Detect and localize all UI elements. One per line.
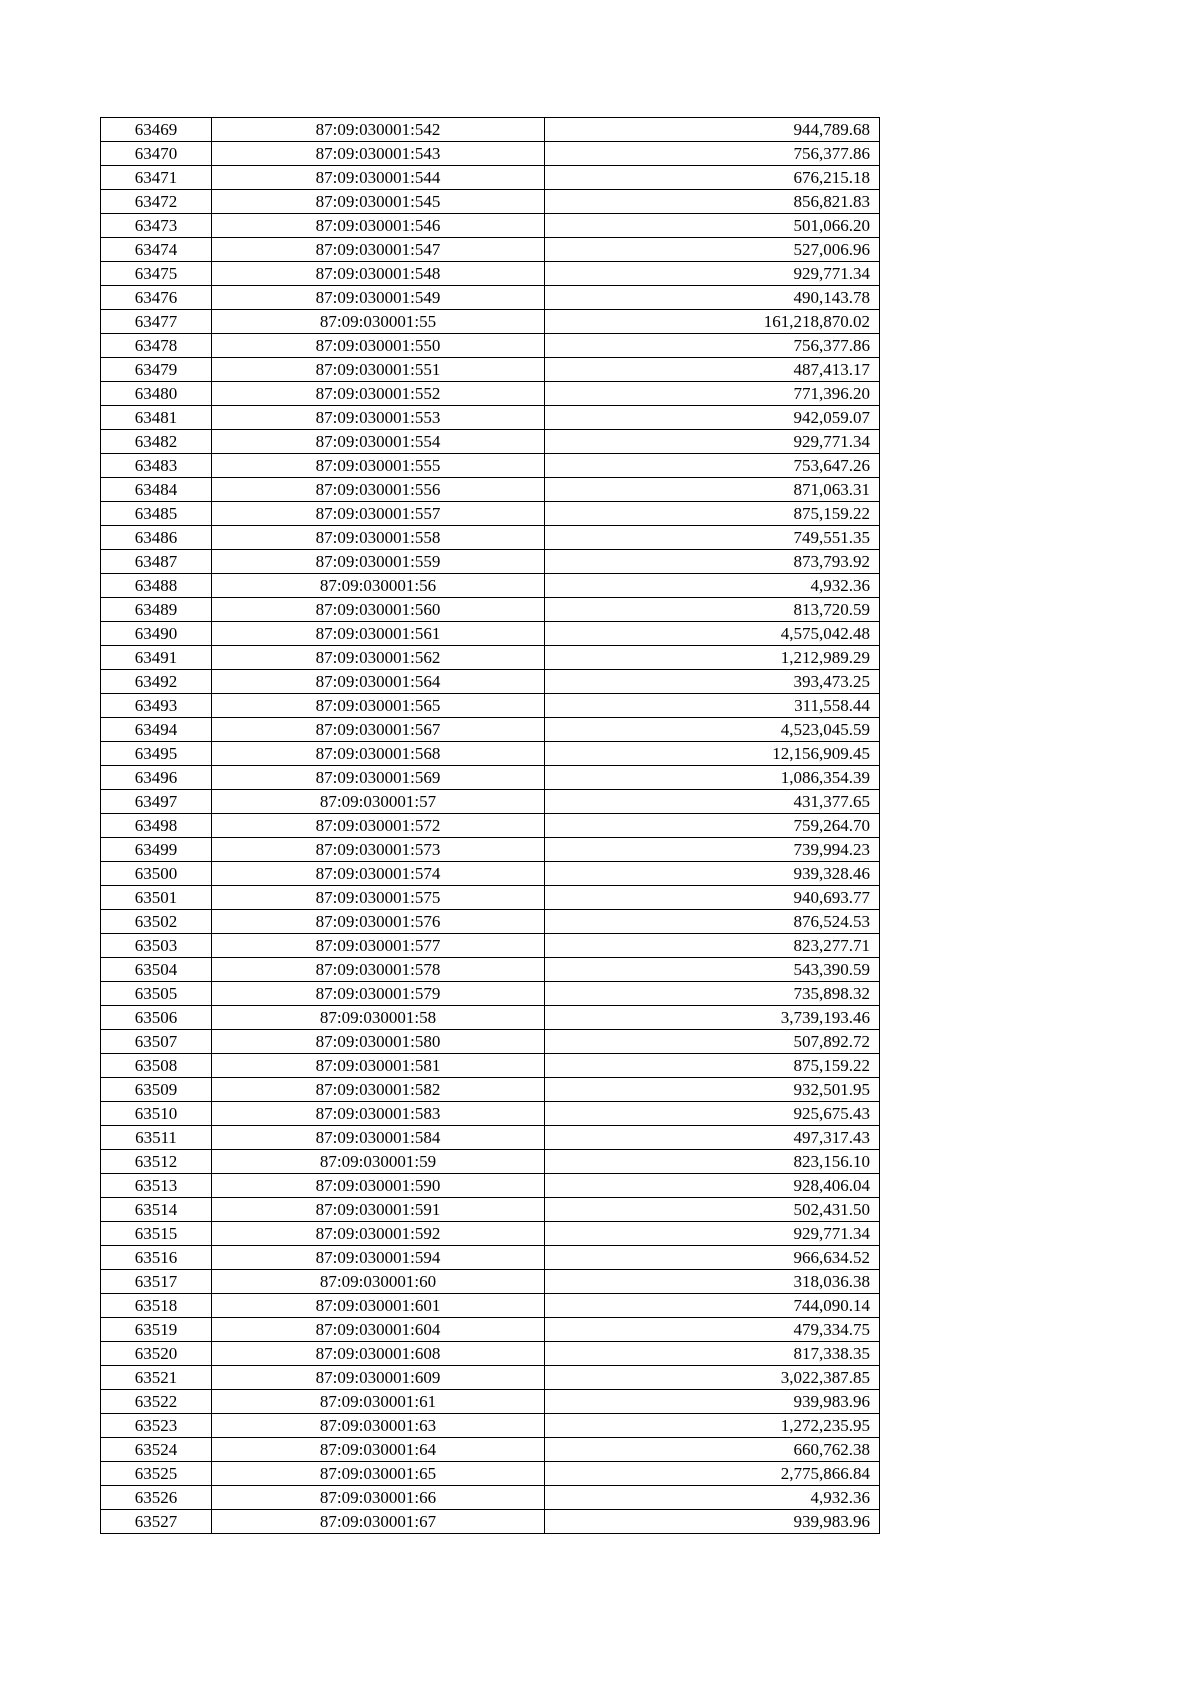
cadastral-number-cell: 87:09:030001:584 (212, 1126, 545, 1150)
cadastral-value-cell: 4,932.36 (545, 574, 880, 598)
table-row (101, 622, 880, 646)
table-row (101, 718, 880, 742)
cadastral-value-cell: 876,524.53 (545, 910, 880, 934)
cadastral-value-cell: 759,264.70 (545, 814, 880, 838)
table-row (101, 1246, 880, 1270)
table-body (101, 118, 880, 1534)
table-row (101, 598, 880, 622)
row-number-cell: 63503 (101, 934, 212, 958)
cadastral-number-cell: 87:09:030001:590 (212, 1174, 545, 1198)
table-row (101, 1174, 880, 1198)
row-number-cell: 63501 (101, 886, 212, 910)
row-number-cell: 63471 (101, 166, 212, 190)
table-row (101, 958, 880, 982)
table-row (101, 1006, 880, 1030)
table-row (101, 142, 880, 166)
cadastral-number-cell: 87:09:030001:608 (212, 1342, 545, 1366)
row-number-cell: 63513 (101, 1174, 212, 1198)
row-number-cell: 63525 (101, 1462, 212, 1486)
table-row (101, 790, 880, 814)
cadastral-number-cell: 87:09:030001:552 (212, 382, 545, 406)
cadastral-value-cell: 925,675.43 (545, 1102, 880, 1126)
row-number-cell: 63526 (101, 1486, 212, 1510)
cadastral-value-cell: 660,762.38 (545, 1438, 880, 1462)
table-row (101, 1390, 880, 1414)
cadastral-number-cell: 87:09:030001:67 (212, 1510, 545, 1534)
table-row (101, 382, 880, 406)
row-number-cell: 63514 (101, 1198, 212, 1222)
cadastral-number-cell: 87:09:030001:578 (212, 958, 545, 982)
row-number-cell: 63502 (101, 910, 212, 934)
row-number-cell: 63510 (101, 1102, 212, 1126)
cadastral-number-cell: 87:09:030001:561 (212, 622, 545, 646)
cadastral-value-cell: 497,317.43 (545, 1126, 880, 1150)
table-row (101, 166, 880, 190)
row-number-cell: 63506 (101, 1006, 212, 1030)
cadastral-value-cell: 873,793.92 (545, 550, 880, 574)
row-number-cell: 63516 (101, 1246, 212, 1270)
row-number-cell: 63478 (101, 334, 212, 358)
cadastral-value-cell: 3,022,387.85 (545, 1366, 880, 1390)
row-number-cell: 63512 (101, 1150, 212, 1174)
cadastral-number-cell: 87:09:030001:574 (212, 862, 545, 886)
cadastral-number-cell: 87:09:030001:582 (212, 1078, 545, 1102)
cadastral-number-cell: 87:09:030001:609 (212, 1366, 545, 1390)
cadastral-number-cell: 87:09:030001:604 (212, 1318, 545, 1342)
cadastral-number-cell: 87:09:030001:549 (212, 286, 545, 310)
table-row (101, 1486, 880, 1510)
cadastral-number-cell: 87:09:030001:575 (212, 886, 545, 910)
table-row (101, 1126, 880, 1150)
row-number-cell: 63472 (101, 190, 212, 214)
cadastral-value-cell: 479,334.75 (545, 1318, 880, 1342)
table-row (101, 1030, 880, 1054)
cadastral-value-cell: 161,218,870.02 (545, 310, 880, 334)
cadastral-number-cell: 87:09:030001:558 (212, 526, 545, 550)
row-number-cell: 63480 (101, 382, 212, 406)
row-number-cell: 63469 (101, 118, 212, 142)
cadastral-number-cell: 87:09:030001:65 (212, 1462, 545, 1486)
cadastral-number-cell: 87:09:030001:583 (212, 1102, 545, 1126)
cadastral-value-cell: 942,059.07 (545, 406, 880, 430)
cadastral-number-cell: 87:09:030001:57 (212, 790, 545, 814)
cadastral-value-cell: 543,390.59 (545, 958, 880, 982)
cadastral-number-cell: 87:09:030001:577 (212, 934, 545, 958)
cadastral-number-cell: 87:09:030001:55 (212, 310, 545, 334)
cadastral-number-cell: 87:09:030001:592 (212, 1222, 545, 1246)
table-row (101, 1318, 880, 1342)
row-number-cell: 63511 (101, 1126, 212, 1150)
cadastral-value-cell: 939,328.46 (545, 862, 880, 886)
cadastral-value-cell: 944,789.68 (545, 118, 880, 142)
row-number-cell: 63487 (101, 550, 212, 574)
cadastral-value-cell: 756,377.86 (545, 334, 880, 358)
table-row (101, 478, 880, 502)
table-row (101, 766, 880, 790)
cadastral-value-cell: 823,277.71 (545, 934, 880, 958)
table-row (101, 502, 880, 526)
table-row (101, 1510, 880, 1534)
row-number-cell: 63491 (101, 646, 212, 670)
cadastral-number-cell: 87:09:030001:594 (212, 1246, 545, 1270)
cadastral-value-cell: 856,821.83 (545, 190, 880, 214)
cadastral-number-cell: 87:09:030001:547 (212, 238, 545, 262)
row-number-cell: 63508 (101, 1054, 212, 1078)
row-number-cell: 63474 (101, 238, 212, 262)
cadastral-number-cell: 87:09:030001:548 (212, 262, 545, 286)
cadastral-number-cell: 87:09:030001:553 (212, 406, 545, 430)
table-row (101, 358, 880, 382)
table-row (101, 1198, 880, 1222)
table-row (101, 934, 880, 958)
table-row (101, 1342, 880, 1366)
cadastral-number-cell: 87:09:030001:63 (212, 1414, 545, 1438)
cadastral-value-cell: 431,377.65 (545, 790, 880, 814)
table-row (101, 286, 880, 310)
cadastral-number-cell: 87:09:030001:554 (212, 430, 545, 454)
cadastral-value-cell: 929,771.34 (545, 430, 880, 454)
table-row (101, 118, 880, 142)
cadastral-number-cell: 87:09:030001:56 (212, 574, 545, 598)
row-number-cell: 63492 (101, 670, 212, 694)
cadastral-value-cell: 501,066.20 (545, 214, 880, 238)
row-number-cell: 63473 (101, 214, 212, 238)
cadastral-value-cell: 966,634.52 (545, 1246, 880, 1270)
cadastral-value-cell: 753,647.26 (545, 454, 880, 478)
row-number-cell: 63507 (101, 1030, 212, 1054)
cadastral-number-cell: 87:09:030001:601 (212, 1294, 545, 1318)
document-page (100, 117, 880, 1534)
table-row (101, 454, 880, 478)
cadastral-value-cell: 771,396.20 (545, 382, 880, 406)
cadastral-value-cell: 1,086,354.39 (545, 766, 880, 790)
row-number-cell: 63490 (101, 622, 212, 646)
table-row (101, 1054, 880, 1078)
cadastral-number-cell: 87:09:030001:559 (212, 550, 545, 574)
cadastral-value-cell: 1,272,235.95 (545, 1414, 880, 1438)
cadastral-number-cell: 87:09:030001:581 (212, 1054, 545, 1078)
table-row (101, 1366, 880, 1390)
cadastral-value-cell: 929,771.34 (545, 262, 880, 286)
cadastral-value-cell: 928,406.04 (545, 1174, 880, 1198)
row-number-cell: 63496 (101, 766, 212, 790)
cadastral-value-cell: 527,006.96 (545, 238, 880, 262)
table-row (101, 838, 880, 862)
cadastral-number-cell: 87:09:030001:557 (212, 502, 545, 526)
cadastral-number-cell: 87:09:030001:58 (212, 1006, 545, 1030)
cadastral-value-cell: 502,431.50 (545, 1198, 880, 1222)
table-row (101, 214, 880, 238)
row-number-cell: 63488 (101, 574, 212, 598)
cadastral-value-cell: 490,143.78 (545, 286, 880, 310)
row-number-cell: 63485 (101, 502, 212, 526)
cadastral-value-cell: 749,551.35 (545, 526, 880, 550)
table-row (101, 406, 880, 430)
cadastral-number-cell: 87:09:030001:567 (212, 718, 545, 742)
row-number-cell: 63476 (101, 286, 212, 310)
cadastral-value-cell: 3,739,193.46 (545, 1006, 880, 1030)
cadastral-number-cell: 87:09:030001:568 (212, 742, 545, 766)
cadastral-value-cell: 393,473.25 (545, 670, 880, 694)
cadastral-number-cell: 87:09:030001:64 (212, 1438, 545, 1462)
cadastral-value-cell: 871,063.31 (545, 478, 880, 502)
row-number-cell: 63515 (101, 1222, 212, 1246)
row-number-cell: 63505 (101, 982, 212, 1006)
cadastral-number-cell: 87:09:030001:573 (212, 838, 545, 862)
table-row (101, 574, 880, 598)
cadastral-number-cell: 87:09:030001:543 (212, 142, 545, 166)
cadastral-value-cell: 744,090.14 (545, 1294, 880, 1318)
table-row (101, 430, 880, 454)
cadastral-value-cell: 823,156.10 (545, 1150, 880, 1174)
table-row (101, 190, 880, 214)
cadastral-value-cell: 318,036.38 (545, 1270, 880, 1294)
table-row (101, 1270, 880, 1294)
row-number-cell: 63495 (101, 742, 212, 766)
table-row (101, 1078, 880, 1102)
row-number-cell: 63475 (101, 262, 212, 286)
row-number-cell: 63486 (101, 526, 212, 550)
table-row (101, 238, 880, 262)
table-row (101, 694, 880, 718)
cadastral-number-cell: 87:09:030001:569 (212, 766, 545, 790)
row-number-cell: 63477 (101, 310, 212, 334)
row-number-cell: 63479 (101, 358, 212, 382)
cadastral-number-cell: 87:09:030001:544 (212, 166, 545, 190)
row-number-cell: 63524 (101, 1438, 212, 1462)
table-row (101, 982, 880, 1006)
row-number-cell: 63483 (101, 454, 212, 478)
table-row (101, 1150, 880, 1174)
cadastral-value-cell: 939,983.96 (545, 1510, 880, 1534)
row-number-cell: 63498 (101, 814, 212, 838)
cadastral-number-cell: 87:09:030001:66 (212, 1486, 545, 1510)
cadastral-value-cell: 735,898.32 (545, 982, 880, 1006)
cadastral-value-cell: 940,693.77 (545, 886, 880, 910)
table-row (101, 310, 880, 334)
row-number-cell: 63517 (101, 1270, 212, 1294)
cadastral-value-cell: 487,413.17 (545, 358, 880, 382)
cadastral-value-cell: 817,338.35 (545, 1342, 880, 1366)
cadastral-number-cell: 87:09:030001:556 (212, 478, 545, 502)
table-row (101, 550, 880, 574)
row-number-cell: 63521 (101, 1366, 212, 1390)
cadastral-value-cell: 939,983.96 (545, 1390, 880, 1414)
cadastral-value-cell: 932,501.95 (545, 1078, 880, 1102)
cadastral-value-cell: 813,720.59 (545, 598, 880, 622)
cadastral-number-cell: 87:09:030001:545 (212, 190, 545, 214)
cadastral-value-cell: 12,156,909.45 (545, 742, 880, 766)
cadastral-value-cell: 875,159.22 (545, 1054, 880, 1078)
row-number-cell: 63527 (101, 1510, 212, 1534)
cadastral-value-cell: 507,892.72 (545, 1030, 880, 1054)
row-number-cell: 63509 (101, 1078, 212, 1102)
cadastral-number-cell: 87:09:030001:61 (212, 1390, 545, 1414)
cadastral-number-cell: 87:09:030001:560 (212, 598, 545, 622)
cadastral-value-cell: 1,212,989.29 (545, 646, 880, 670)
cadastral-number-cell: 87:09:030001:542 (212, 118, 545, 142)
row-number-cell: 63497 (101, 790, 212, 814)
cadastral-number-cell: 87:09:030001:576 (212, 910, 545, 934)
row-number-cell: 63520 (101, 1342, 212, 1366)
row-number-cell: 63494 (101, 718, 212, 742)
cadastral-value-cell: 4,523,045.59 (545, 718, 880, 742)
row-number-cell: 63470 (101, 142, 212, 166)
row-number-cell: 63518 (101, 1294, 212, 1318)
cadastral-number-cell: 87:09:030001:591 (212, 1198, 545, 1222)
table-row (101, 1222, 880, 1246)
cadastral-number-cell: 87:09:030001:564 (212, 670, 545, 694)
table-row (101, 814, 880, 838)
row-number-cell: 63493 (101, 694, 212, 718)
table-row (101, 862, 880, 886)
cadastral-number-cell: 87:09:030001:59 (212, 1150, 545, 1174)
cadastral-number-cell: 87:09:030001:551 (212, 358, 545, 382)
cadastral-number-cell: 87:09:030001:565 (212, 694, 545, 718)
table-row (101, 1294, 880, 1318)
row-number-cell: 63519 (101, 1318, 212, 1342)
cadastral-value-cell: 756,377.86 (545, 142, 880, 166)
row-number-cell: 63481 (101, 406, 212, 430)
row-number-cell: 63499 (101, 838, 212, 862)
table-row (101, 886, 880, 910)
cadastral-value-cell: 739,994.23 (545, 838, 880, 862)
table-row (101, 1102, 880, 1126)
cadastral-value-cell: 875,159.22 (545, 502, 880, 526)
cadastral-number-cell: 87:09:030001:60 (212, 1270, 545, 1294)
cadastral-number-cell: 87:09:030001:580 (212, 1030, 545, 1054)
cadastral-value-cell: 4,932.36 (545, 1486, 880, 1510)
row-number-cell: 63489 (101, 598, 212, 622)
cadastral-number-cell: 87:09:030001:550 (212, 334, 545, 358)
row-number-cell: 63500 (101, 862, 212, 886)
table-row (101, 262, 880, 286)
table-row (101, 670, 880, 694)
table-row (101, 1462, 880, 1486)
cadastral-number-cell: 87:09:030001:555 (212, 454, 545, 478)
cadastral-number-cell: 87:09:030001:546 (212, 214, 545, 238)
cadastral-number-cell: 87:09:030001:562 (212, 646, 545, 670)
row-number-cell: 63522 (101, 1390, 212, 1414)
table-row (101, 910, 880, 934)
cadastral-number-cell: 87:09:030001:579 (212, 982, 545, 1006)
table-row (101, 526, 880, 550)
cadastral-value-table (100, 117, 880, 1534)
row-number-cell: 63523 (101, 1414, 212, 1438)
row-number-cell: 63484 (101, 478, 212, 502)
cadastral-value-cell: 2,775,866.84 (545, 1462, 880, 1486)
table-row (101, 646, 880, 670)
row-number-cell: 63482 (101, 430, 212, 454)
row-number-cell: 63504 (101, 958, 212, 982)
table-row (101, 742, 880, 766)
table-row (101, 1438, 880, 1462)
cadastral-value-cell: 311,558.44 (545, 694, 880, 718)
cadastral-value-cell: 4,575,042.48 (545, 622, 880, 646)
cadastral-number-cell: 87:09:030001:572 (212, 814, 545, 838)
cadastral-value-cell: 676,215.18 (545, 166, 880, 190)
cadastral-value-cell: 929,771.34 (545, 1222, 880, 1246)
table-row (101, 334, 880, 358)
table-row (101, 1414, 880, 1438)
